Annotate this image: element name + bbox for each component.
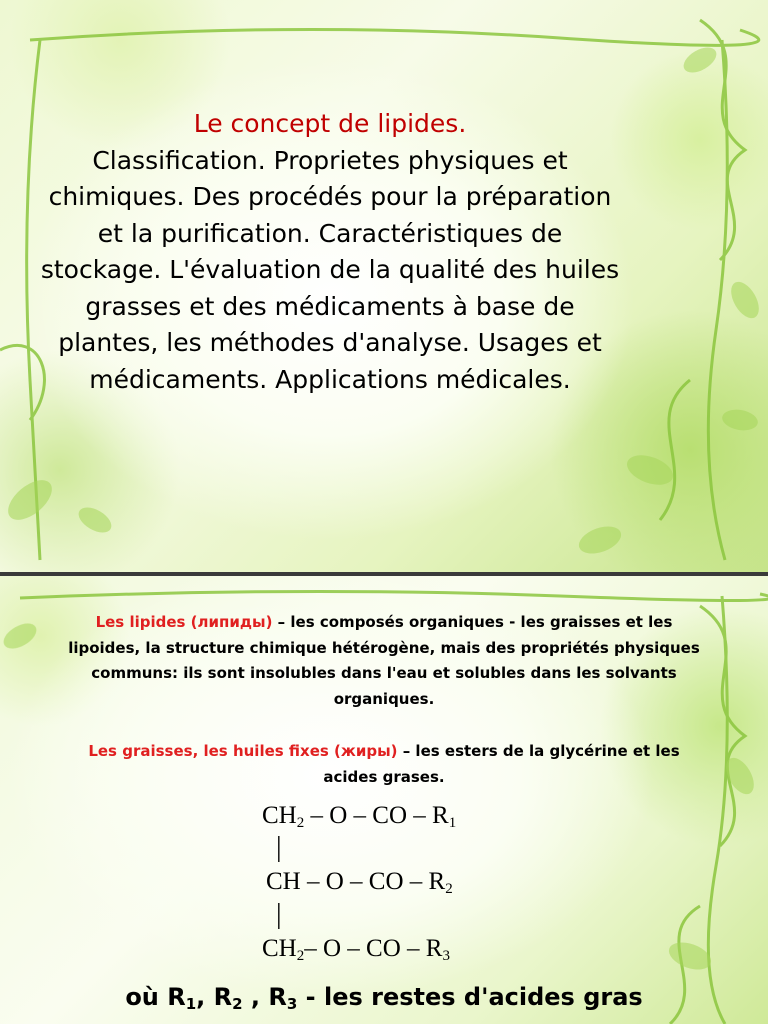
formula-line-2 [266,868,453,898]
caption-text: , R [196,983,233,1011]
title-red-heading: Le concept de lipides. [193,109,467,138]
formula-subscript: 1 [448,815,457,831]
caption-subscript: 1 [185,995,197,1013]
formula-text: CH – O – CO – R [266,868,446,895]
slide-2 [0,576,768,1024]
slide-1-title [40,106,620,398]
formula-text: CH [262,935,297,962]
formula-subscript: 2 [296,815,305,831]
fats-term: Les graisses, les huiles fixes (жиры) [88,742,398,760]
formula-text: CH [262,802,297,829]
lipids-definition-text: – les composés organiques - les graisses et les lipoides, la structure chimique hétérogène, mais des propriétés physiques communs: ils sont insolubles dans l'eau et solubles dans les solvants organiques. [68,613,700,708]
formula-subscript: 2 [445,881,453,897]
caption-text: où R [125,983,186,1011]
lipids-term: Les lipides (липиды) [95,613,273,631]
formula-bond-1: | [276,832,282,863]
fats-definition-text: – les esters de la glycérine et les acides grases. [323,742,680,786]
formula-line-3 [262,935,450,965]
formula-text: – O – CO – R [304,935,443,962]
formula-subscript: 3 [442,948,450,964]
formula-bond-2: | [276,899,282,930]
title-body-text: Classification. Proprietes physiques et chimiques. Des procédés pour la préparation et la purification. Caractéristiques de stockage. L'évaluation de la qualité des huiles grasses et des médicaments à base de plantes, les méthodes d'analyse. Usages et médicaments. Applications médicales. [40,145,620,394]
formula-subscript: 2 [296,948,305,964]
residues-caption [0,983,768,1013]
caption-subscript: 3 [286,995,298,1013]
formula-line-1 [262,802,456,832]
formula-text: – O – CO – R [304,802,449,829]
lipids-definition [60,610,708,712]
fats-definition [60,739,708,790]
caption-text: , R [242,983,287,1011]
caption-text: - les restes d'acides gras [297,983,643,1011]
caption-subscript: 2 [232,995,243,1013]
